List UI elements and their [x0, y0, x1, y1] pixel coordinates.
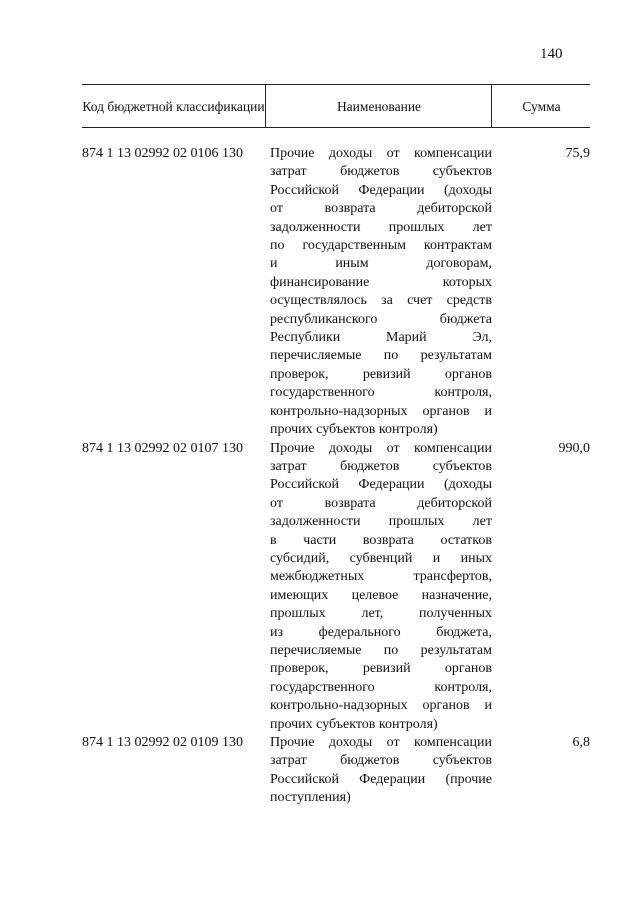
name-line: поступления): [270, 790, 351, 806]
name-line: Прочие доходы от компенсации: [270, 440, 492, 456]
name-line: республиканского бюджета: [270, 311, 492, 327]
name-line: Российской Федерации (доходы: [270, 477, 492, 493]
name-line: имеющих целевое назначение,: [270, 587, 492, 603]
name-line: Прочие доходы от компенсации: [270, 146, 492, 161]
name-line: прошлых лет, полученных: [270, 606, 492, 622]
name-cell: [270, 145, 492, 440]
name-line: осуществлялось за счет средств: [270, 293, 492, 309]
name-line: в части возврата остатков: [270, 532, 492, 548]
name-cell: [270, 734, 492, 808]
name-line: и иным договорам,: [270, 256, 492, 272]
name-line: от возврата дебиторской: [270, 495, 492, 511]
name-line: по государственным контрактам: [270, 238, 492, 254]
name-line: от возврата дебиторской: [270, 201, 492, 217]
name-line: затрат бюджетов субъектов: [270, 164, 492, 180]
name-line: государственного контроля,: [270, 385, 492, 401]
name-cell: [270, 440, 492, 735]
name-line: прочих субъектов контроля): [270, 422, 438, 438]
name-line: задолженности прошлых лет: [270, 219, 492, 235]
header-name: Наименование: [265, 85, 492, 127]
header-code: Код бюджетной классификации: [82, 98, 265, 114]
table-row: [82, 440, 590, 735]
name-line: контрольно-надзорных органов и: [270, 403, 492, 419]
name-line: прочих субъектов контроля): [270, 716, 438, 732]
name-line: государственного контроля,: [270, 679, 492, 695]
name-line: Российской Федерации (доходы: [270, 182, 492, 198]
name-line: Республики Марий Эл,: [270, 330, 492, 346]
page-number: 140: [540, 46, 563, 62]
name-line: проверок, ревизий органов: [270, 366, 492, 382]
sum-cell: 75,9: [565, 146, 590, 161]
table-body: [82, 145, 590, 808]
name-line: субсидий, субвенций и иных: [270, 550, 492, 566]
name-line: перечисляемые по результатам: [270, 348, 492, 364]
name-line: финансирование которых: [270, 274, 492, 290]
name-line: межбюджетных трансфертов,: [270, 569, 492, 585]
sum-cell: 6,8: [572, 735, 590, 750]
name-line: перечисляемые по результатам: [270, 642, 492, 658]
name-line: задолженности прошлых лет: [270, 514, 492, 530]
name-line: проверок, ревизий органов: [270, 661, 492, 677]
table-row: [82, 145, 590, 440]
name-line: из федерального бюджета,: [270, 624, 492, 640]
budget-code-cell: 874 1 13 02992 02 0106 130: [82, 146, 243, 161]
budget-code-cell: 874 1 13 02992 02 0109 130: [82, 735, 243, 750]
header-sum: Сумма: [491, 85, 591, 127]
budget-code-cell: 874 1 13 02992 02 0107 130: [82, 440, 243, 456]
name-line: Российской Федерации (прочие: [270, 771, 492, 787]
table-row: [82, 734, 590, 808]
table-header: [82, 84, 590, 128]
name-line: затрат бюджетов субъектов: [270, 753, 492, 769]
name-line: затрат бюджетов субъектов: [270, 458, 492, 474]
name-line: контрольно-надзорных органов и: [270, 698, 492, 714]
name-line: Прочие доходы от компенсации: [270, 735, 492, 750]
sum-cell: 990,0: [558, 440, 590, 456]
